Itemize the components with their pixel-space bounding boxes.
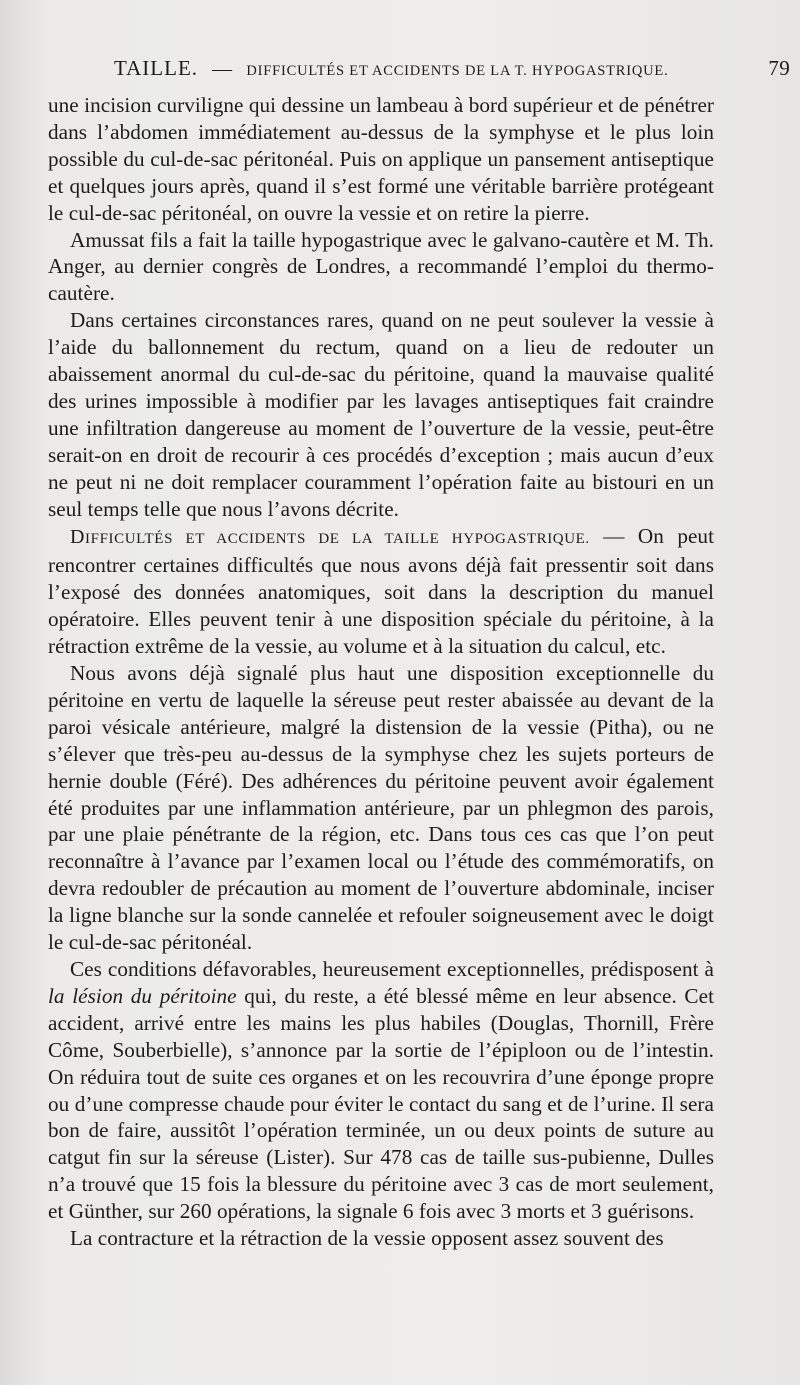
page-number: 79 xyxy=(768,56,790,80)
paragraph-4-body: — On peut rencontrer certaines difficultés que nous avons déjà fait pressentir soit dans l’exposé des données anatomiques, soit dans la description du manuel opératoire. Elles peuvent tenir à une disposition spéciale du péritoine, à la rétraction extrême de la vessie, au volume et à la situation du calcul, etc. xyxy=(48,523,715,659)
paragraph-2: Amussat fils a fait la taille hypogastrique avec le galvano-cautère et M. Th. Anger, au dernier congrès de Londres, a recommandé l’emploi du thermo-cautère. xyxy=(48,227,714,306)
body-text xyxy=(48,92,714,1252)
header-subtitle: DIFFICULTÉS ET ACCIDENTS DE LA T. HYPOGASTRIQUE. xyxy=(246,63,669,79)
running-title xyxy=(48,56,669,81)
running-header xyxy=(48,56,790,86)
paragraph-6-start: Ces conditions défavorables, heureusement exceptionnelles, prédisposent à xyxy=(70,957,714,981)
paragraph-6 xyxy=(48,956,714,1225)
section-heading: IFFICULTÉS ET ACCIDENTS DE LA TAILLE HYPOGASTRIQUE. xyxy=(85,530,590,547)
paragraph-5: Nous avons déjà signalé plus haut une disposition exceptionnelle du péritoine en vertu de laquelle la séreuse peut rester abaissée au devant de la paroi vésicale antérieure, malgré la distension de la vessie (Pitha), ou ne s’élever que très-peu au-dessus de la symphyse chez les sujets porteurs de hernie double (Féré). Des adhérences du péritoine peuvent avoir également été produites par une inflammation antérieure, par un phlegmon des parois, par une plaie pénétrante de la région, etc. Dans tous ces cas que l’on peut reconnaître à l’avance par l’examen local ou l’étude des commémoratifs, on devra redoubler de précaution au moment de l’ouverture abdominale, inciser la ligne blanche sur la sonde cannelée et refouler soigneusement avec le doigt le cul-de-sac péritonéal. xyxy=(48,661,714,955)
paragraph-1: une incision curviligne qui dessine un lambeau à bord supérieur et de pénétrer dans l’abdomen immédiatement au-dessus de la symphyse et le plus loin possible du cul-de-sac péritonéal. Puis on applique un pansement antiseptique et quelques jours après, quand il s’est formé une véritable barrière protégeant le cul-de-sac péritonéal, on ouvre la vessie et on retire la pierre. xyxy=(48,93,714,225)
paragraph-6-rest: qui, du reste, a été blessé même en leur absence. Cet accident, arrivé entre les mains les plus habiles (Douglas, Thornill, Frère Côme, Souberbielle), s’annonce par la sortie de l’épiploon ou de l’intestin. On réduira tout de suite ces organes et on les recouvrira d’une éponge propre ou d’une compresse chaude pour éviter le contact du sang et de l’urine. Il sera bon de faire, aussitôt l’opération terminée, un ou deux points de suture au catgut fin sur la séreuse (Lister). Sur 478 cas de taille sus-pubienne, Dulles n’a trouvé que 15 fois la blessure du péritoine avec 3 cas de mort seulement, et Günther, sur 260 opérations, la signale 6 fois avec 3 morts et 3 guérisons. xyxy=(48,983,715,1224)
italic-term: la lésion du péritoine xyxy=(48,983,237,1008)
paragraph-3: Dans certaines circonstances rares, quand on ne peut soulever la vessie à l’aide du ballonnement du rectum, quand on a lieu de redouter un abaissement anormal du cul-de-sac du péritoine, quand la mauvaise qualité des urines impossible à modifier par les lavages antiseptiques fait craindre une infiltration dangereuse au moment de l’ouverture de la vessie, peut-être serait-on en droit de recourir à ces procédés d’exception ; mais aucun d’eux ne peut ni ne doit remplacer couramment l’opération faite au bistouri en un seul temps telle que nous l’avons décrite. xyxy=(48,308,714,521)
header-dash: — xyxy=(212,58,233,80)
paragraph-4 xyxy=(48,523,714,661)
paragraph-7: La contracture et la rétraction de la vessie opposent assez souvent des xyxy=(70,1226,664,1251)
header-title: TAILLE. xyxy=(114,56,199,80)
section-heading-initial: D xyxy=(70,525,86,548)
